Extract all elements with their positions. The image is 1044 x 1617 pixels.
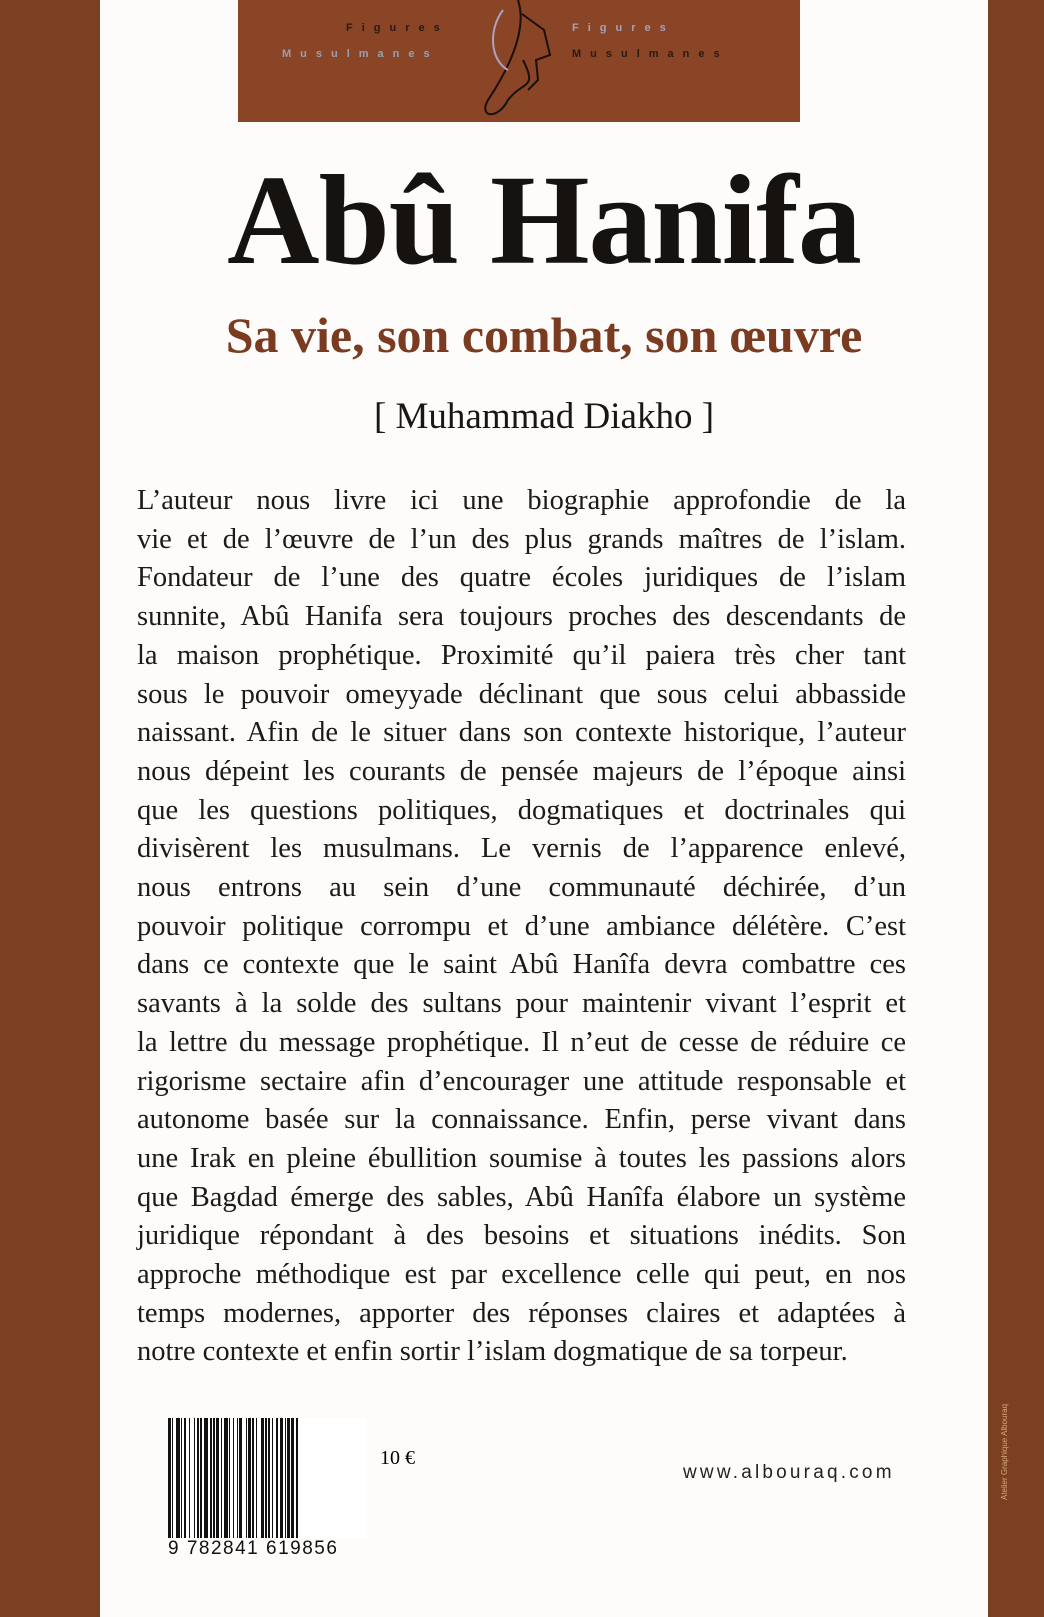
price: 10 € xyxy=(380,1447,415,1469)
blurb-line: L’auteur nous livre ici une biographie approfondie de la xyxy=(137,485,906,516)
blurb-line: pouvoir politique corrompu et d’une ambiance délétère. C’est xyxy=(137,910,906,942)
blurb-line: une Irak en pleine ébullition soumise à toutes les passions alors xyxy=(137,1142,906,1174)
blurb-line: sunnite, Abû Hanifa sera toujours proches des descendants de xyxy=(137,601,906,633)
blurb-line: notre contexte et enfin sortir l’islam dogmatique de sa torpeur. xyxy=(137,1336,848,1368)
blurb xyxy=(137,482,906,1372)
blurb-line: nous dépeint les courants de pensée majeurs de l’époque ainsi xyxy=(137,755,906,787)
blurb-line: approche méthodique est par excellence celle qui peut, en nos xyxy=(137,1259,906,1291)
barcode xyxy=(168,1418,366,1538)
blurb-line: temps modernes, apporter des réponses claires et adaptées à xyxy=(137,1297,906,1329)
blurb-line: sous le pouvoir omeyyade déclinant que sous celui abbasside xyxy=(137,678,906,710)
design-credit: Atelier Graphique Albouraq xyxy=(1000,1403,1009,1500)
series-label-left-2: Musulmanes xyxy=(282,48,439,60)
series-label-right-1: Figures xyxy=(572,22,675,34)
blurb-line: autonome basée sur la connaissance. Enfin, perse vivant dans xyxy=(137,1104,906,1136)
blurb-line: nous entrons au sein d’une communauté déchirée, d’un xyxy=(137,872,906,904)
blurb-line: Fondateur de l’une des quatre écoles juridiques de l’islam xyxy=(137,562,906,594)
blurb-line: savants à la solde des sultans pour maintenir vivant l’esprit et xyxy=(137,988,906,1020)
blurb-line: rigorisme sectaire afin d’encourager une attitude responsable et xyxy=(137,1065,906,1097)
blurb-line: dans ce contexte que le saint Abû Hanîfa devra combattre ces xyxy=(137,949,906,981)
series-label-right-2: Musulmanes xyxy=(572,48,729,60)
blurb-line: la lettre du message prophétique. Il n’eut de cesse de réduire ce xyxy=(137,1026,906,1058)
blurb-line: divisèrent les musulmans. Le vernis de l’apparence enlevé, xyxy=(137,833,906,865)
book-author: [ Muhammad Diakho ] xyxy=(373,396,715,437)
barcode-bar xyxy=(298,1418,299,1538)
blurb-line: vie et de l’œuvre de l’un des plus grands maîtres de l’islam. xyxy=(137,523,906,555)
blurb-line: juridique répondant à des besoins et situations inédits. Son xyxy=(137,1220,906,1252)
blurb-line: que Bagdad émerge des sables, Abû Hanîfa élabore un système xyxy=(137,1181,906,1213)
book-title: Abû Hanifa xyxy=(227,149,861,291)
book-subtitle: Sa vie, son combat, son œuvre xyxy=(225,307,863,363)
blurb-line: que les questions politiques, dogmatiques et doctrinales qui xyxy=(137,794,906,826)
blurb-line: la maison prophétique. Proximité qu’il paiera très cher tant xyxy=(137,639,906,671)
series-banner xyxy=(238,0,800,122)
isbn-digits: 9 782841 619856 xyxy=(168,1538,339,1559)
series-logo-icon xyxy=(478,0,568,120)
blurb-line: naissant. Afin de le situer dans son contexte historique, l’auteur xyxy=(137,717,906,749)
series-label-left-1: Figures xyxy=(346,22,449,34)
website-link[interactable]: www.albouraq.com xyxy=(683,1462,895,1483)
